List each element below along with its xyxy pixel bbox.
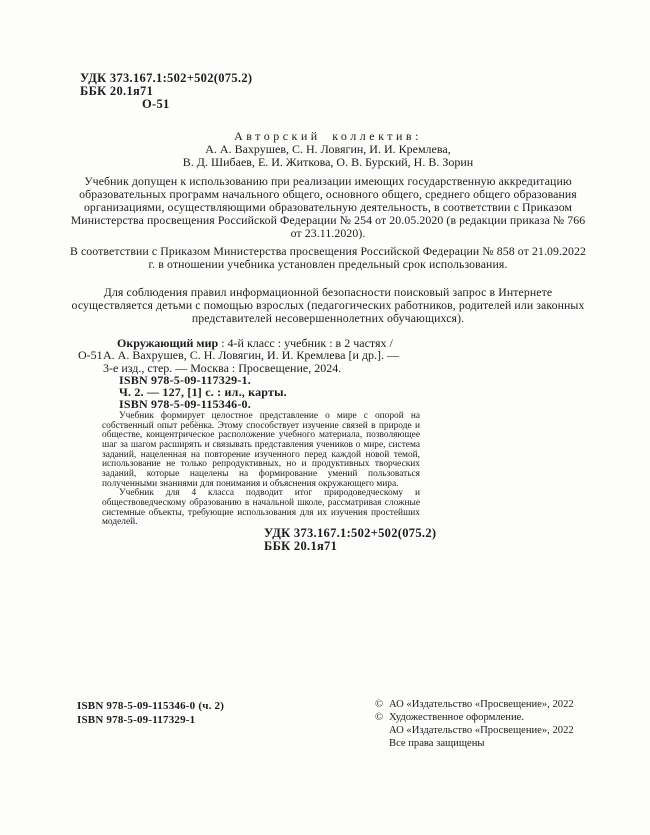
- book-title: Окружающий мир: [117, 336, 219, 350]
- copyright-design-line-2: АО «Издательство «Просвещение», 2022: [389, 724, 574, 736]
- copyright-icon: ©: [375, 699, 384, 710]
- copyright-publisher-text: АО «Издательство «Просвещение», 2022: [389, 699, 574, 710]
- bbk-code: ББК 20.1я71: [80, 84, 154, 98]
- card-isbn-2: ISBN 978-5-09-115346-0.: [119, 397, 251, 412]
- card-edition-line: 3-е изд., стер. — Москва : Просвещение, 2024.: [103, 360, 342, 375]
- authors-line-2: В. Д. Шибаев, Е. И. Житкова, О. В. Бурский, Н. В. Зорин: [182, 155, 474, 169]
- bbk-code-repeat: ББК 20.1я71: [264, 539, 338, 553]
- info-safety-paragraph: Для соблюдения правил информационной безопасности поисковый запрос в Интернете осуществляется детьми с помощью взрослых (педагогических работников, родителей или законных представителей несовершеннолетних обучающихся).: [71, 285, 585, 325]
- footer-isbn-block: [77, 699, 224, 727]
- footer-copyright-block: [375, 699, 590, 751]
- catalog-card: [78, 337, 423, 411]
- isbn-part-2: ISBN 978-5-09-115346-0 (ч. 2): [77, 700, 225, 712]
- annotation-paragraph-1: Учебник формирует целостное представление о мире с опорой на собственный опыт ребёнка. Этому способствует изучение связей в природе и обществе, концентрическое расположение учебного материала, позволяющее шаг за шагом расширять и связывать представления учеников о мире, система заданий, нацеленная на повторение изученного перед каждой новой темой, использование не только репродуктивных, но и продуктивных творческих заданий, которые нацелены на формирование умений пользоваться полученными знаниями для понимания и объяснения окружающего мира.: [102, 411, 420, 489]
- copyright-entry-publisher: [375, 699, 590, 712]
- udc-code: УДК 373.167.1:502+502(075.2): [80, 71, 253, 85]
- copyright-icon: ©: [375, 711, 384, 723]
- annotation-block: [102, 412, 420, 528]
- authors-heading: Авторский коллектив:: [234, 129, 422, 143]
- card-author-sign: О-51: [78, 348, 103, 363]
- copyright-entry-design: [375, 712, 590, 751]
- isbn-series: ISBN 978-5-09-117329-1: [77, 714, 196, 726]
- book-subtitle: : 4-й класс : учебник : в 2 частях /: [218, 336, 393, 350]
- author-sign: О-51: [142, 97, 170, 111]
- rights-reserved-line: Все права защищены: [389, 737, 485, 749]
- bottom-classification-block: [264, 527, 436, 553]
- card-authors-line: А. А. Вахрушев, С. Н. Ловягин, И. И. Кремлева [и др.]. —: [103, 348, 399, 363]
- copyright-design-line-1: Художественное оформление.: [389, 711, 524, 723]
- udc-code-repeat: УДК 373.167.1:502+502(075.2): [264, 526, 437, 540]
- annotation-paragraph-2: Учебник для 4 класса подводит итог природоведческому и обществоведческому образованию в начальной школе, рассматривая сложные системные объекты, требующие использования для их изучения простейших моделей.: [102, 488, 420, 528]
- card-isbn-1: ISBN 978-5-09-117329-1.: [119, 372, 251, 387]
- usage-term-paragraph: В соответствии с Приказом Министерства просвещения Российской Федерации № 858 от 21.09.2022 г. в отношении учебника установлен предельный срок использования.: [69, 244, 587, 271]
- card-part-line: Ч. 2. — 127, [1] с. : ил., карты.: [119, 385, 287, 400]
- top-classification-block: [80, 72, 252, 111]
- approval-paragraph: Учебник допущен к использованию при реализации имеющих государственную аккредитацию образовательных программ начального общего, основного общего, среднего общего образования организациями, осуществляющими образовательную деятельность, в соответствии с Приказом Министерства просвещения Российской Федерации № 254 от 20.05.2020 (в редакции приказа № 766 от 23.11.2020).: [70, 174, 586, 240]
- authors-section: [68, 130, 588, 169]
- authors-line-1: А. А. Вахрушев, С. Н. Ловягин, И. И. Кремлева,: [205, 142, 451, 156]
